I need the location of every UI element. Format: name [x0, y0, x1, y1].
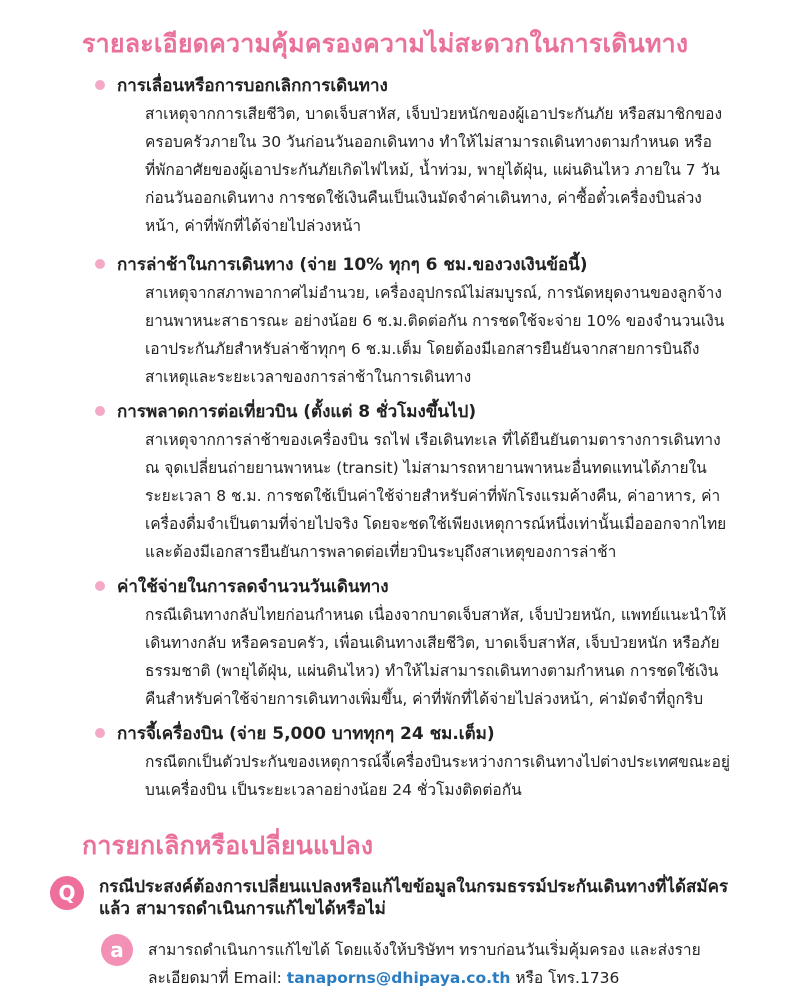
item-description: สาเหตุจากการเสียชีวิต, บาดเจ็บสาหัส, เจ็บป่วยหนักของผู้เอาประกันภัย หรือสมาชิกของครอบครัวภายใน 30 วันก่อนวันออกเดินทาง ทำให้ไม่สามารถเดินทางตามกำหนด หรือที่พักอาศัยของผู้เอาประกันภัยเกิดไฟไหม้, น้ำท่วม, พายุไต้ฝุ่น, แผ่นดินไหว ภายใน 7 วันก่อนวันออกเดินทาง การชดใช้เงินคืนเป็นเงินมัดจำค่าเดินทาง, ค่าซื้อตั๋วเครื่องบินล่วงหน้า, ค่าที่พักที่ได้จ่ายไปล่วงหน้า	[145, 105, 723, 235]
coverage-item-missed-connection	[95, 398, 755, 566]
section-title-coverage: รายละเอียดความคุ้มครองความไม่สะดวกในการเดินทาง	[82, 29, 689, 58]
section-title-changes: การยกเลิกหรือเปลี่ยนแปลง	[82, 831, 374, 860]
coverage-item-delay	[95, 251, 755, 391]
item-description: สาเหตุจากการล่าช้าของเครื่องบิน รถไฟ เรือเดินทะเล ที่ได้ยืนยันตามตารางการเดินทาง ณ จุดเปลี่ยนถ่ายยานพาหนะ (transit) ไม่สามารถหายานพาหนะอื่นทดแทนได้ภายในระยะเวลา 8 ช.ม. การชดใช้เป็นค่าใช้จ่ายสำหรับค่าที่พักโรงแรมค้างคืน, ค่าอาหาร, ค่าเครื่องดื่มจำเป็นตามที่จ่ายไปจริง โดยจะชดใช้เพียงเหตุการณ์หนึ่งเท่านั้นเมื่อออกจากไทยและต้องมีเอกสารยืนยันการพลาดต่อเที่ยวบินระบุถึงสาเหตุของการล่าช้า	[145, 431, 727, 561]
question-badge-icon: Q	[50, 876, 84, 910]
email-link[interactable]: tanaporns@dhipaya.co.th	[286, 969, 511, 987]
answer-text: สามารถดำเนินการแก้ไขได้ โดยแจ้งให้บริษัทฯ ทราบก่อนวันเริ่มคุ้มครอง และส่งรายละเอียดมาที่ Email:	[148, 941, 701, 987]
bullet-icon	[95, 80, 105, 90]
coverage-item-hijack	[95, 720, 755, 804]
item-description: กรณีตกเป็นตัวประกันของเหตุการณ์จี้เครื่องบินระหว่างการเดินทางไปต่างประเทศขณะอยู่บนเครื่องบิน เป็นระยะเวลาอย่างน้อย 24 ชั่วโมงติดต่อกัน	[145, 753, 730, 799]
item-title: การจี้เครื่องบิน (จ่าย 5,000 บาททุกๆ 24 ชม.เต็ม)	[117, 723, 495, 744]
item-description: สาเหตุจากสภาพอากาศไม่อำนวย, เครื่องอุปกรณ์ไม่สมบูรณ์, การนัดหยุดงานของลูกจ้างยานพาหนะสาธารณะ อย่างน้อย 6 ช.ม.ติดต่อกัน การชดใช้จะจ่าย 10% ของจำนวนเงินเอาประกันภัยสำหรับล่าช้าทุกๆ 6 ช.ม.เต็ม โดยต้องมีเอกสารยืนยันจากสายการบินถึงสาเหตุและระยะเวลาของการล่าช้าในการเดินทาง	[145, 284, 725, 386]
faq-answer	[148, 936, 748, 992]
bullet-icon	[95, 259, 105, 269]
bullet-icon	[95, 406, 105, 416]
faq-question: กรณีประสงค์ต้องการเปลี่ยนแปลงหรือแก้ไขข้อมูลในกรมธรรม์ประกันเดินทางที่ได้สมัครแล้ว สามารถดำเนินการแก้ไขได้หรือไม่	[99, 877, 729, 919]
coverage-item-cancellation	[95, 72, 755, 240]
answer-badge-icon: a	[101, 934, 133, 966]
answer-phone: หรือ โทร.1736	[510, 969, 620, 987]
item-title: การเลื่อนหรือการบอกเลิกการเดินทาง	[117, 75, 388, 96]
item-title: การพลาดการต่อเที่ยวบิน (ตั้งแต่ 8 ชั่วโมงขึ้นไป)	[117, 401, 477, 422]
item-title: ค่าใช้จ่ายในการลดจำนวนวันเดินทาง	[117, 576, 389, 597]
bullet-icon	[95, 728, 105, 738]
item-description: กรณีเดินทางกลับไทยก่อนกำหนด เนื่องจากบาดเจ็บสาหัส, เจ็บป่วยหนัก, แพทย์แนะนำให้เดินทางกลับ หรือครอบครัว, เพื่อนเดินทางเสียชีวิต, บาดเจ็บสาหัส, เจ็บป่วยหนัก หรือภัยธรรมชาติ (พายุไต้ฝุ่น, แผ่นดินไหว) ทำให้ไม่สามารถเดินทางตามกำหนด การชดใช้เงินคืนสำหรับค่าใช้จ่ายการเดินทางเพิ่มขึ้น, ค่าที่พักที่ได้จ่ายไปล่วงหน้า, ค่ามัดจำที่ถูกริบ	[145, 606, 727, 708]
coverage-item-trip-curtailment	[95, 573, 755, 713]
item-title: การล่าช้าในการเดินทาง (จ่าย 10% ทุกๆ 6 ชม.ของวงเงินข้อนี้)	[117, 254, 588, 275]
bullet-icon	[95, 581, 105, 591]
